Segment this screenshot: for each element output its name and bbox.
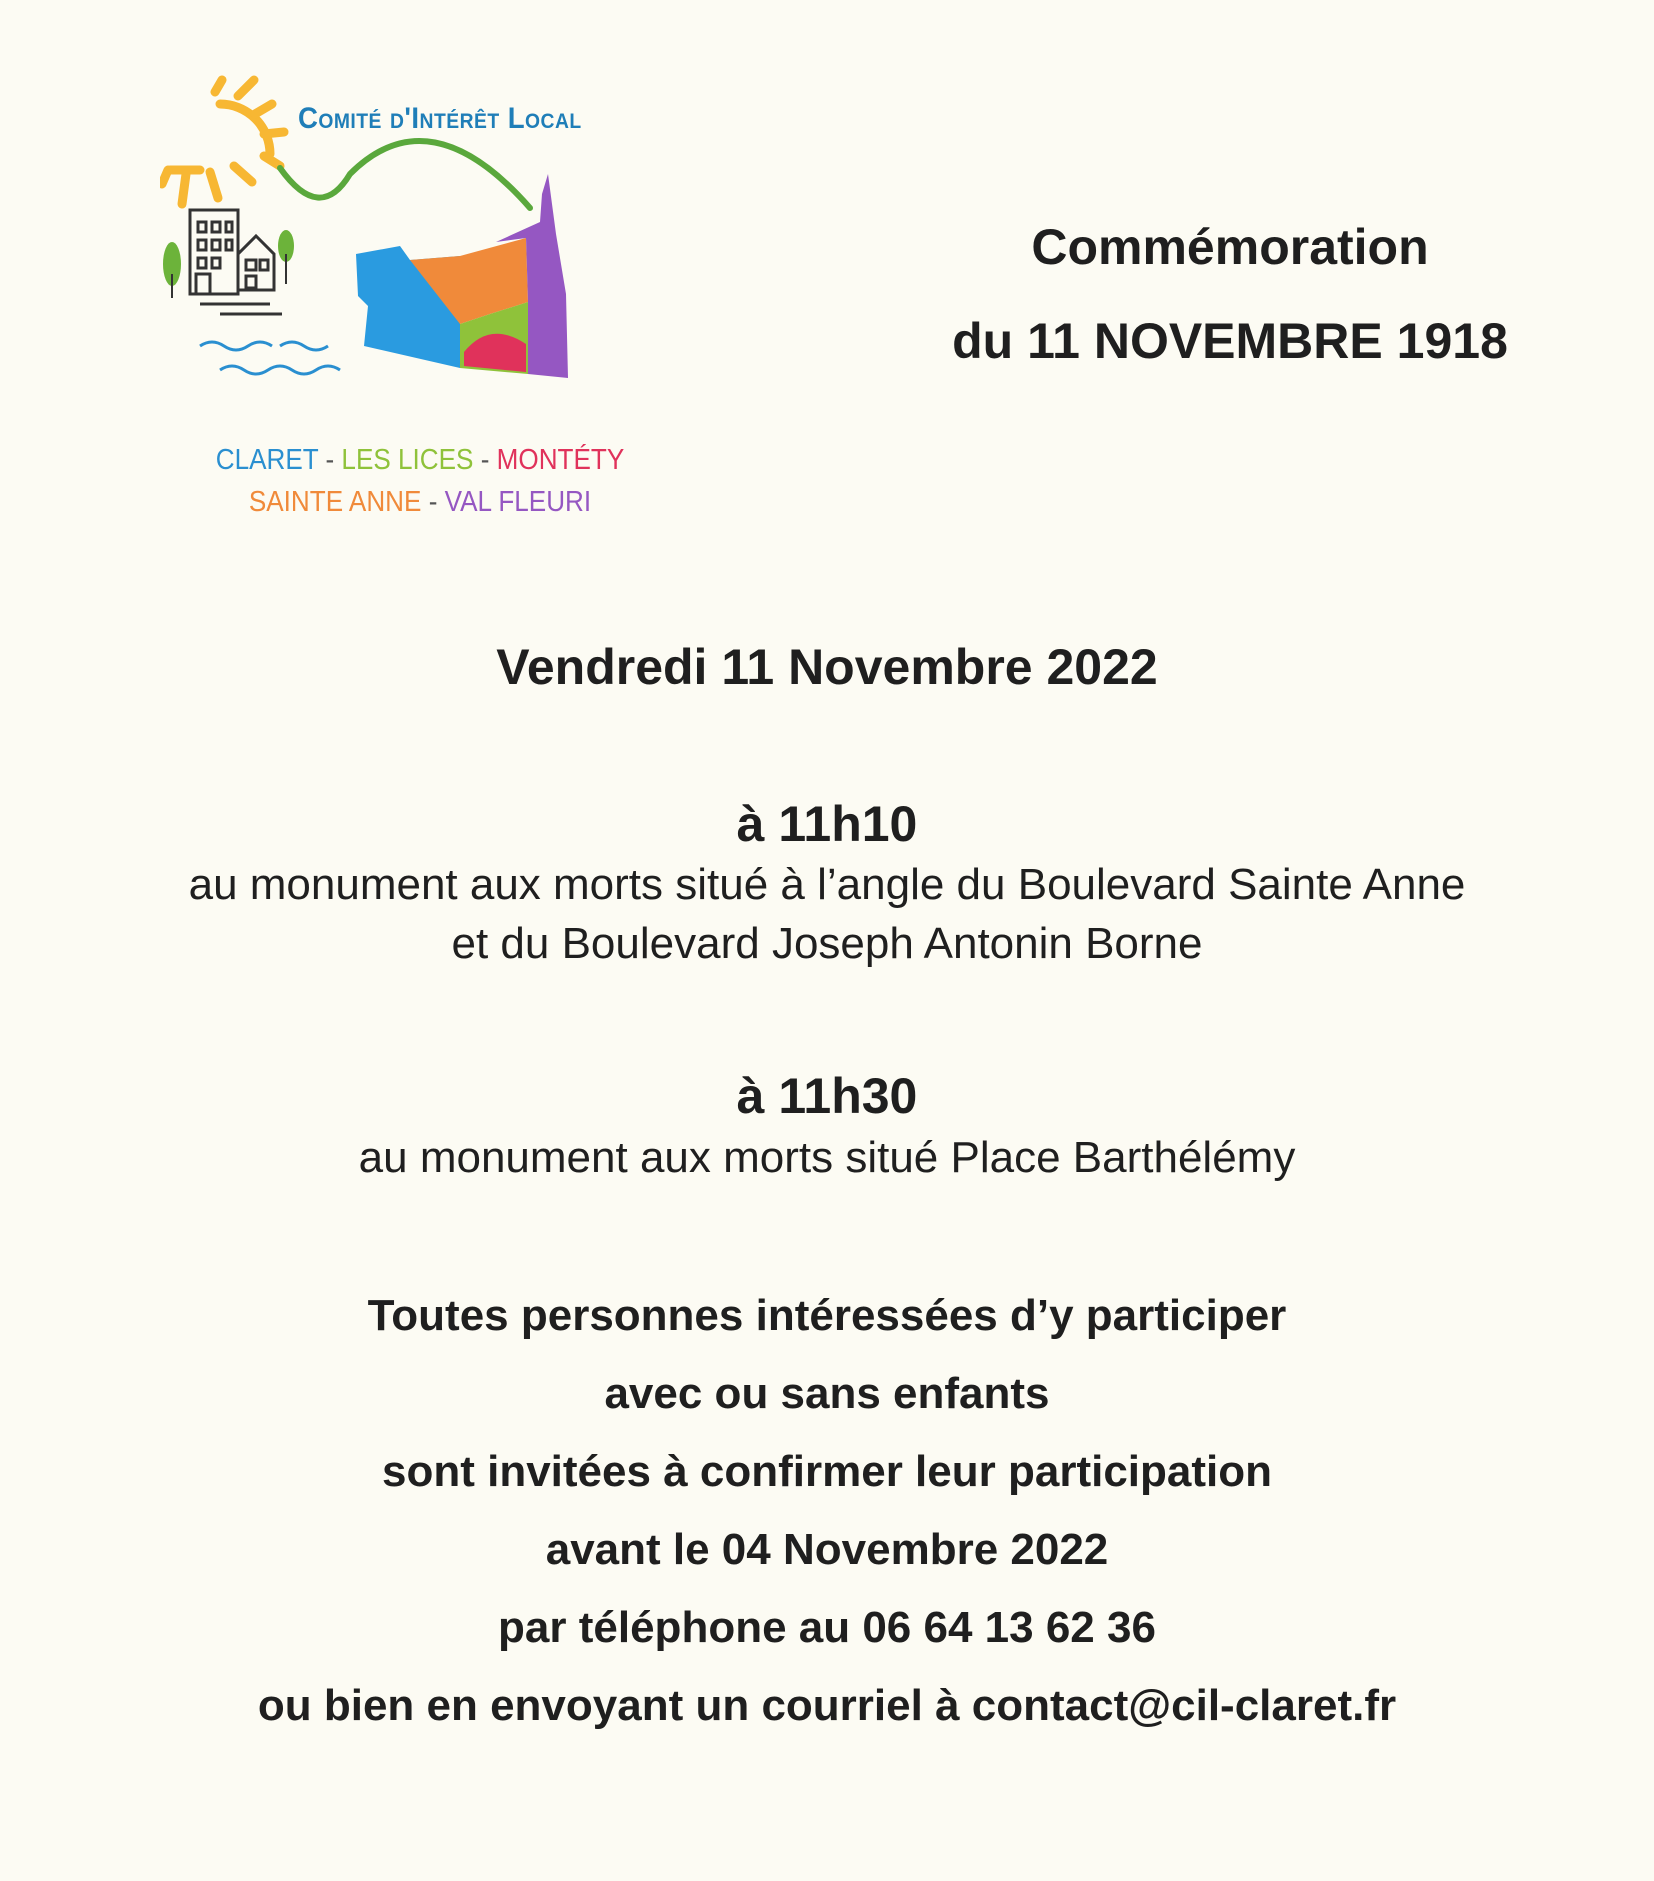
buildings-icon bbox=[190, 210, 282, 314]
separator: - bbox=[421, 486, 445, 518]
separator: - bbox=[473, 444, 497, 476]
separator: - bbox=[318, 444, 342, 476]
invitation-line-4: avant le 04 Novembre 2022 bbox=[545, 1525, 1109, 1574]
first-time: à 11h10 bbox=[736, 796, 918, 852]
cil-logo bbox=[160, 74, 680, 534]
invitation-line-3: sont invitées à confirmer leur participation bbox=[382, 1447, 1272, 1496]
hill-arc bbox=[280, 141, 530, 208]
place-val-fleuri: VAL FLEURI bbox=[444, 486, 592, 518]
title-line-2: du 11 NOVEMBRE 1918 bbox=[952, 313, 1508, 369]
invitation-line-6: ou bien en envoyant un courriel à contact@cil-claret.fr bbox=[257, 1681, 1397, 1730]
org-name: Comité d'Intérêt Local bbox=[298, 102, 582, 135]
place-les-lices: LES LICES bbox=[341, 444, 474, 476]
place-montety: MONTÉTY bbox=[496, 444, 625, 476]
second-location: au monument aux morts situé Place Barthélémy bbox=[358, 1133, 1296, 1182]
place-claret: CLARET bbox=[215, 444, 319, 476]
first-location bbox=[0, 855, 1654, 973]
places-line-2 bbox=[186, 486, 654, 519]
invitation-line-5: par téléphone au 06 64 13 62 36 bbox=[498, 1603, 1156, 1652]
first-location-line-1: au monument aux morts situé à l’angle du Boulevard Sainte Anne bbox=[188, 860, 1466, 909]
places-line-1 bbox=[186, 444, 654, 477]
place-sainte-anne: SAINTE ANNE bbox=[248, 486, 422, 518]
sun-icon bbox=[162, 80, 284, 204]
invitation-block bbox=[0, 1277, 1654, 1745]
second-time: à 11h30 bbox=[736, 1068, 918, 1124]
invitation-line-2: avec ou sans enfants bbox=[604, 1369, 1050, 1418]
first-location-line-2: et du Boulevard Joseph Antonin Borne bbox=[451, 919, 1203, 968]
district-map bbox=[356, 174, 568, 378]
title-line-1: Commémoration bbox=[1031, 219, 1429, 275]
water-icon bbox=[200, 342, 340, 374]
event-date: Vendredi 11 Novembre 2022 bbox=[496, 639, 1158, 695]
invitation-line-1: Toutes personnes intéressées d’y participer bbox=[367, 1291, 1287, 1340]
